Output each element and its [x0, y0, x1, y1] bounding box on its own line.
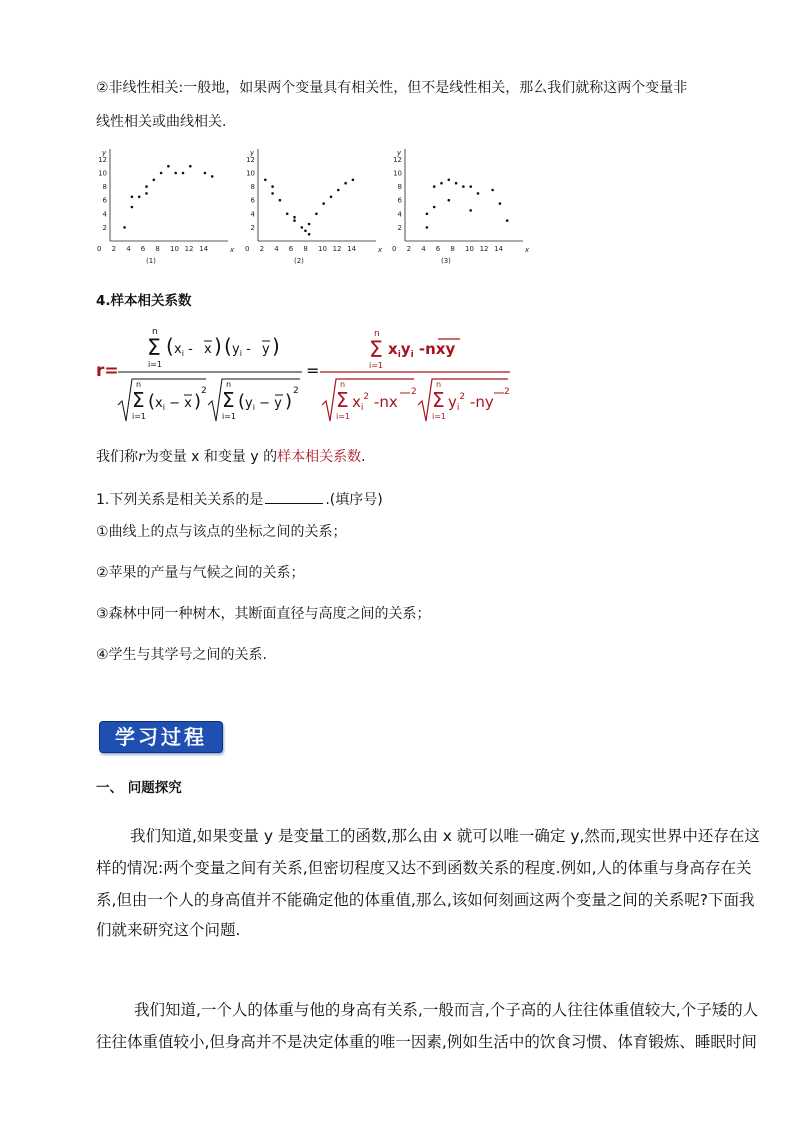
x-tick-label: 6 — [435, 245, 441, 253]
data-point — [440, 182, 443, 185]
y-tick-label: 6 — [397, 196, 402, 205]
x-tick-label: 14 — [347, 245, 357, 253]
svg-text:n: n — [226, 380, 232, 389]
y-tick-label: 2 — [250, 223, 255, 232]
svg-text:Σ: Σ — [222, 388, 235, 412]
y-tick-label: 12 — [246, 155, 255, 164]
x-tick-label: 4 — [126, 245, 131, 253]
svg-text:yi − y: $y_i - y$ — [245, 396, 282, 412]
x-tick-label: 12 — [184, 245, 194, 253]
x-tick-label: 0 — [97, 245, 102, 253]
x-tick-label: 4 — [421, 245, 426, 253]
data-point — [469, 185, 472, 188]
scatter-plot-3 — [392, 149, 530, 265]
formula-r: r= — [96, 361, 119, 381]
para1-line-4: 们就来研究这个问题. — [96, 921, 241, 939]
data-point — [145, 192, 148, 195]
formula-eq: = — [306, 361, 320, 380]
y-tick-label: 10 — [246, 169, 255, 178]
data-point — [271, 185, 274, 188]
x-tick-label: 8 — [450, 245, 455, 253]
x-axis-label: x — [378, 246, 383, 254]
data-point — [131, 196, 134, 199]
y-tick-label: 10 — [393, 169, 402, 178]
definition-term: 样本相关系数 — [277, 449, 362, 465]
svg-text:Σ: Σ — [369, 338, 383, 363]
para2-line-2: 往往体重值较小,但身高并不是决定体重的唯一因素,例如生活中的饮食习惯、体育锻炼、睡眠时间 — [96, 1033, 757, 1051]
num-xbar: x — [204, 342, 212, 357]
x-tick-label: 12 — [479, 245, 489, 253]
x-tick-label: 2 — [259, 245, 265, 253]
svg-text:xi − x: $x_i - x$ — [155, 396, 192, 412]
data-point — [315, 213, 318, 216]
data-point — [455, 182, 458, 185]
plot-caption: (3) — [441, 257, 451, 265]
data-point — [433, 185, 436, 188]
svg-text:(: ( — [238, 391, 246, 412]
data-point — [344, 182, 347, 185]
data-point — [301, 226, 304, 229]
data-point — [131, 206, 134, 209]
y-tick-label: 2 — [397, 223, 402, 232]
num-xi: $x_i$ - — [174, 342, 193, 358]
plot-caption: (2) — [294, 257, 304, 265]
svg-text:): ) — [214, 334, 222, 358]
data-point — [286, 213, 289, 216]
sum-upper-n: n — [152, 327, 158, 337]
x-tick-label: 14 — [199, 245, 209, 253]
y-tick-label: 6 — [102, 196, 107, 205]
data-point — [160, 172, 163, 175]
answer-blank[interactable] — [265, 489, 323, 504]
definition-line: 我们称r为变量 x 和变量 y 的样本相关系数. — [96, 449, 366, 465]
data-point — [352, 179, 355, 182]
x-tick-label: 2 — [406, 245, 412, 253]
data-point — [211, 175, 214, 178]
data-point — [448, 179, 451, 182]
paren: ( — [166, 334, 174, 358]
sum-sigma: Σ — [147, 336, 161, 361]
data-point — [293, 219, 296, 222]
svg-text:): ) — [285, 391, 293, 412]
option-1: ①曲线上的点与该点的坐标之间的关系； — [96, 524, 347, 540]
svg-text:n: n — [340, 380, 346, 389]
data-point — [204, 172, 207, 175]
y-tick-label: 2 — [102, 223, 107, 232]
y-tick-label: 8 — [102, 183, 107, 192]
y-tick-label: 4 — [397, 210, 402, 219]
data-point — [308, 233, 311, 236]
data-point — [462, 185, 465, 188]
y-tick-label: 10 — [98, 169, 107, 178]
data-point — [322, 202, 325, 205]
nonlinear-line-2: 线性相关或曲线相关. — [96, 114, 227, 130]
data-point — [174, 172, 177, 175]
question-stem: 1.下列关系是相关关系的是 .(填序号) — [96, 489, 383, 510]
y-tick-label: 12 — [393, 155, 402, 164]
svg-text:i=1: i=1 — [369, 361, 384, 370]
para1-line-2: 样的情况:两个变量之间有关系,但密切程度又达不到函数关系的程度.例如,人的体重与身高存在关 — [96, 859, 752, 877]
data-point — [308, 223, 311, 226]
data-point — [145, 185, 148, 188]
svg-text:yi2 -ny: $y_i^2$ -ny — [448, 392, 494, 413]
y-tick-label: 12 — [98, 155, 107, 164]
para2-line-1: 我们知道,一个人的体重与他的身高有关系,一般而言,个子高的人往往体重值较大,个子矮的人 — [134, 1001, 759, 1019]
x-tick-label: 8 — [155, 245, 160, 253]
svg-text:i=1: i=1 — [132, 412, 147, 421]
data-point — [426, 213, 429, 216]
x-tick-label: 10 — [170, 245, 179, 253]
svg-text:xi2 -nx: $x_i^2$ -nx — [352, 392, 398, 413]
data-point — [293, 216, 296, 219]
svg-text:Σ: Σ — [132, 388, 145, 412]
data-point — [271, 192, 274, 195]
svg-text:n: n — [374, 329, 380, 339]
x-axis-label: x — [230, 246, 235, 254]
svg-text:): ) — [194, 391, 202, 412]
data-point — [304, 230, 307, 233]
svg-text:n: n — [436, 380, 442, 389]
data-point — [499, 202, 502, 205]
y-tick-label: 6 — [250, 196, 255, 205]
data-point — [491, 189, 494, 192]
section-banner: 学习过程 — [99, 721, 223, 753]
x-tick-label: 0 — [245, 245, 250, 253]
scatter-plots — [95, 145, 530, 275]
para1-line-1: 我们知道,如果变量 y 是变量工的函数,那么由 x 就可以唯一确定 y,然而,现实世界中还存在这 — [130, 827, 760, 845]
num-ybar: y — [262, 342, 270, 357]
data-point — [189, 165, 192, 168]
svg-text:xiyi -nxy: $x_iy_i$ -nxy — [388, 340, 456, 360]
x-tick-label: 2 — [111, 245, 117, 253]
svg-text:(: ( — [148, 391, 156, 412]
data-point — [426, 226, 429, 229]
svg-text:(: ( — [224, 334, 232, 358]
data-point — [123, 226, 126, 229]
data-point — [279, 199, 282, 202]
option-3: ③森林中同一种树木，其断面直径与高度之间的关系； — [96, 606, 431, 622]
y-tick-label: 4 — [102, 210, 107, 219]
x-tick-label: 12 — [332, 245, 342, 253]
y-axis-label: y — [250, 149, 255, 157]
correlation-formula — [94, 323, 514, 425]
svg-text:n: n — [136, 380, 142, 389]
x-tick-label: 8 — [303, 245, 308, 253]
plot-caption: (1) — [146, 257, 156, 265]
svg-text:): ) — [272, 334, 280, 358]
y-axis-label: y — [397, 149, 402, 157]
data-point — [167, 165, 170, 168]
option-4: ④学生与其学号之间的关系. — [96, 647, 268, 663]
x-tick-label: 6 — [140, 245, 146, 253]
x-tick-label: 10 — [318, 245, 327, 253]
x-tick-label: 10 — [465, 245, 474, 253]
svg-text:2: 2 — [411, 387, 417, 397]
y-tick-label: 4 — [250, 210, 255, 219]
x-tick-label: 14 — [494, 245, 504, 253]
svg-text:i=1: i=1 — [432, 412, 447, 421]
data-point — [330, 196, 333, 199]
x-tick-label: 4 — [274, 245, 279, 253]
num-yi: $y_i$ - — [232, 342, 251, 358]
option-2: ②苹果的产量与气候之间的关系； — [96, 565, 305, 581]
data-point — [433, 206, 436, 209]
svg-text:Σ: Σ — [336, 388, 349, 412]
scatter-plot-1 — [97, 149, 235, 265]
svg-text:Σ: Σ — [432, 388, 445, 412]
y-tick-label: 8 — [397, 183, 402, 192]
svg-text:2: 2 — [293, 386, 299, 396]
data-point — [138, 196, 141, 199]
x-tick-label: 6 — [288, 245, 294, 253]
data-point — [182, 172, 185, 175]
data-point — [477, 192, 480, 195]
nonlinear-line-1: ②非线性相关:一般地，如果两个变量具有相关性，但不是线性相关，那么我们就称这两个变量非 — [96, 80, 688, 96]
sum-lower: i=1 — [148, 360, 163, 369]
data-point — [506, 219, 509, 222]
y-tick-label: 8 — [250, 183, 255, 192]
section4-title: 4.样本相关系数 — [96, 293, 192, 309]
svg-text:2: 2 — [201, 386, 207, 396]
svg-text:i=1: i=1 — [222, 412, 237, 421]
svg-text:i=1: i=1 — [336, 412, 351, 421]
data-point — [153, 179, 156, 182]
data-point — [337, 189, 340, 192]
data-point — [264, 179, 267, 182]
x-tick-label: 0 — [392, 245, 397, 253]
section-one-title: 一、 问题探究 — [96, 780, 182, 796]
scatter-plot-2 — [245, 149, 383, 265]
y-axis-label: y — [102, 149, 107, 157]
data-point — [469, 209, 472, 212]
x-axis-label: x — [525, 246, 530, 254]
svg-text:2: 2 — [504, 387, 510, 397]
data-point — [448, 199, 451, 202]
para1-line-3: 系,但由一个人的身高值并不能确定他的体重值,那么,该如何刻画这两个变量之间的关系呢?下面我 — [96, 891, 755, 909]
